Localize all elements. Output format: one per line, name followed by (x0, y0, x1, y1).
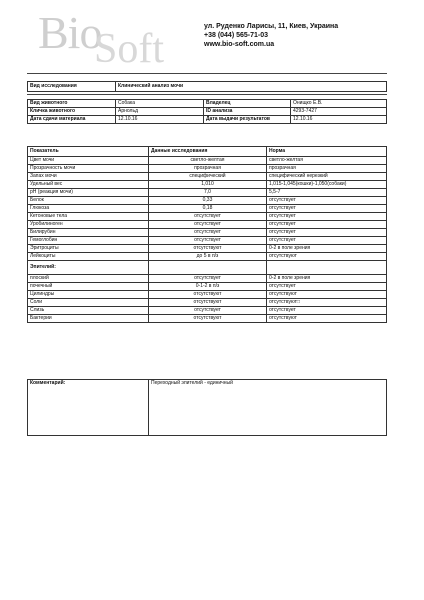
biosoft-logo (38, 7, 165, 72)
empty-cell (267, 261, 387, 275)
comment-table (27, 379, 387, 436)
reference-norm: 1,015-1,045(кошки)-1,050(собаки) (267, 181, 387, 189)
result-value: 7,0 (149, 189, 267, 197)
section-divider (27, 94, 387, 95)
result-value: 0-1-2 в п/з (149, 283, 267, 291)
result-row (28, 165, 387, 173)
reference-norm: 5,5-7 (267, 189, 387, 197)
reference-norm: отсутствуют□ (267, 299, 387, 307)
result-value: 0,33 (149, 197, 267, 205)
comment-label: Комментарий: (28, 380, 149, 436)
result-value: отсутствуют (149, 245, 267, 253)
owner-value: Онищко Е.В. (291, 100, 387, 108)
result-value: прозрачная (149, 165, 267, 173)
result-value: отсутствует (149, 275, 267, 283)
lab-contacts (204, 22, 338, 49)
indicator-name: Цилиндры (28, 291, 149, 299)
indicator-name: Слизь (28, 307, 149, 315)
date-submitted-value: 12.10.16 (116, 116, 204, 124)
phone-line: +38 (044) 565-71-03 (204, 32, 269, 39)
species-value: Собака (116, 100, 204, 108)
result-row (28, 253, 387, 261)
info-row (28, 100, 387, 108)
column-header: Показатель (28, 147, 149, 157)
reference-norm: отсутствует (267, 307, 387, 315)
result-row (28, 213, 387, 221)
indicator-name: Билирубин (28, 229, 149, 237)
results-header-row (28, 147, 387, 157)
analysis-id-value: 4293-7427 (291, 108, 387, 116)
reference-norm: отсутствует (267, 205, 387, 213)
result-row (28, 197, 387, 205)
result-value: отсутствуют (149, 299, 267, 307)
result-row (28, 173, 387, 181)
reference-norm: отсутствует (267, 237, 387, 245)
date-issued-label: Дата выдачи результатов (204, 116, 291, 124)
indicator-name: pH (реакция мочи) (28, 189, 149, 197)
result-row (28, 283, 387, 291)
indicator-name: плоский (28, 275, 149, 283)
indicator-name: Соли (28, 299, 149, 307)
info-row (28, 116, 387, 124)
reference-norm: светло-желтая (267, 157, 387, 165)
indicator-name: Глюкоза (28, 205, 149, 213)
reference-norm: отсутствуют (267, 291, 387, 299)
reference-norm: отсутствует (267, 197, 387, 205)
result-row (28, 275, 387, 283)
animal-name-label: Кличка животного (28, 108, 116, 116)
result-value: до 5 в п/з (149, 253, 267, 261)
address-line: ул. Руденко Ларисы, 11, Киев, Украина (204, 23, 339, 30)
epithelium-section-label: Эпителий: (28, 261, 149, 275)
result-row (28, 205, 387, 213)
animal-name-value: Арнольд (116, 108, 204, 116)
result-row (28, 157, 387, 165)
comment-value: Переходный эпителий - единичный (149, 380, 387, 436)
species-label: Вид животного (28, 100, 116, 108)
reference-norm: отсутствует (267, 221, 387, 229)
reference-norm: отсутствует (267, 213, 387, 221)
indicator-name: Гемоглобин (28, 237, 149, 245)
indicator-name: Эритроциты (28, 245, 149, 253)
section-row (28, 261, 387, 275)
result-value: отсутствуют (149, 315, 267, 323)
date-issued-value: 12.10.16 (291, 116, 387, 124)
result-row (28, 181, 387, 189)
indicator-name: Удельный вес (28, 181, 149, 189)
reference-norm: отсутствует (267, 229, 387, 237)
indicator-name: Кетоновые тела (28, 213, 149, 221)
header-divider (27, 73, 387, 74)
result-value: отсутствует (149, 229, 267, 237)
result-value: отсутствует (149, 221, 267, 229)
empty-cell (149, 261, 267, 275)
indicator-name: Прозрачность мочи (28, 165, 149, 173)
study-type-table (27, 81, 387, 92)
reference-norm: отсутствует (267, 283, 387, 291)
column-header: Данные исследования (149, 147, 267, 157)
result-row (28, 315, 387, 323)
result-value: светло-желтая (149, 157, 267, 165)
info-row (28, 108, 387, 116)
indicator-name: Цвет мочи (28, 157, 149, 165)
logo-bio-text: Bio (38, 7, 102, 58)
results-table (27, 146, 387, 323)
indicator-name: Лейкоциты (28, 253, 149, 261)
reference-norm: 0-2 в поле зрения (267, 245, 387, 253)
result-value: отсутствует (149, 213, 267, 221)
result-value: отсутствует (149, 237, 267, 245)
result-value: отсутствуют (149, 291, 267, 299)
result-value: 0,18 (149, 205, 267, 213)
analysis-id-label: ID анализа (204, 108, 291, 116)
indicator-name: почечный (28, 283, 149, 291)
reference-norm: отсутствуют (267, 315, 387, 323)
animal-info-table (27, 99, 387, 124)
result-row (28, 307, 387, 315)
date-submitted-label: Дата сдачи материала (28, 116, 116, 124)
reference-norm: 0-2 в поле зрения (267, 275, 387, 283)
result-row (28, 237, 387, 245)
result-value: специфический (149, 173, 267, 181)
result-value: 1,010 (149, 181, 267, 189)
column-header: Норма (267, 147, 387, 157)
result-row (28, 189, 387, 197)
result-value: отсутствует (149, 307, 267, 315)
indicator-name: Уробилиноген (28, 221, 149, 229)
result-row (28, 221, 387, 229)
logo-soft-text: Soft (94, 26, 165, 72)
result-row (28, 229, 387, 237)
website-line: www.bio-soft.com.ua (204, 41, 275, 48)
reference-norm: специфический нерезкий (267, 173, 387, 181)
owner-label: Владелец (204, 100, 291, 108)
result-row (28, 245, 387, 253)
indicator-name: Бактерии (28, 315, 149, 323)
study-type-value: Клинический анализ мочи (116, 82, 387, 92)
result-row (28, 291, 387, 299)
indicator-name: Белок (28, 197, 149, 205)
reference-norm: прозрачная (267, 165, 387, 173)
indicator-name: Запах мочи (28, 173, 149, 181)
reference-norm: отсутствуют (267, 253, 387, 261)
result-row (28, 299, 387, 307)
study-type-label: Вид исследования (28, 82, 116, 92)
